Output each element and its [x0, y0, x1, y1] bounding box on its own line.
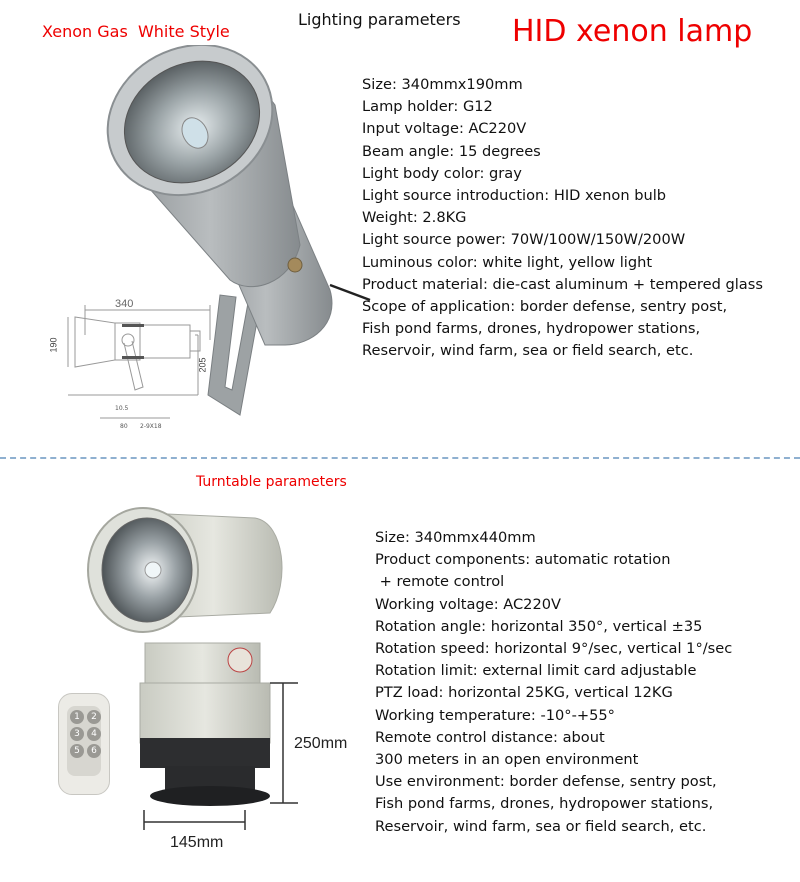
style-tag: Xenon Gas White Style — [42, 22, 230, 41]
remote-button-2: 2 — [87, 710, 101, 724]
spec-remote-distance-cont: 300 meters in an open environment — [375, 751, 639, 769]
spec-rotation-limit: Rotation limit: external limit card adjustable — [375, 662, 697, 680]
spec-luminous-color: Luminous color: white light, yellow light — [362, 253, 653, 271]
lighting-section-label: Lighting parameters — [298, 10, 461, 29]
turntable-spec-list — [375, 527, 732, 838]
remote-button-6: 6 — [87, 744, 101, 758]
spec-remote-distance: Remote control distance: about — [375, 728, 605, 746]
spec-input-voltage: Input voltage: AC220V — [362, 120, 527, 138]
turntable-section-label: Turntable parameters — [196, 474, 347, 490]
spec-working-voltage: Working voltage: AC220V — [375, 595, 561, 613]
spec-material: Product material: die-cast aluminum + tempered glass — [362, 275, 763, 293]
spec-scope-cont-2: Reservoir, wind farm, sea or field search, etc. — [362, 342, 694, 360]
spec-power: Light source power: 70W/100W/150W/200W — [362, 231, 686, 249]
spec-rotation-speed: Rotation speed: horizontal 9°/sec, vertical 1°/sec — [375, 640, 733, 658]
dimension-lines — [140, 680, 310, 830]
spec-light-source: Light source introduction: HID xenon bulb — [362, 187, 667, 205]
spec-lamp-holder: Lamp holder: G12 — [362, 98, 493, 116]
width-dimension-label: 145mm — [170, 834, 224, 851]
spec-weight: Weight: 2.8KG — [362, 209, 467, 227]
height-dimension-label: 250mm — [294, 735, 348, 752]
spec-beam-angle: Beam angle: 15 degrees — [362, 142, 541, 160]
spec-size: Size: 340mmx440mm — [375, 529, 536, 546]
remote-button-1: 1 — [70, 710, 84, 724]
drawing-bracket-label-3: 2-9X18 — [140, 423, 162, 430]
spec-rotation-angle: Rotation angle: horizontal 350°, vertical ±35 — [375, 617, 703, 635]
spec-working-temperature: Working temperature: -10°-+55° — [375, 706, 615, 724]
spec-components: Product components: automatic rotation — [375, 551, 671, 569]
drawing-bracket-label-2: 80 — [120, 423, 128, 430]
spec-components-cont: + remote control — [375, 573, 505, 591]
spec-size: Size: 340mmx190mm — [362, 76, 523, 93]
remote-button-3: 3 — [70, 727, 84, 741]
remote-button-4: 4 — [87, 727, 101, 741]
spec-scope: Scope of application: border defense, sentry post, — [362, 298, 728, 316]
remote-control — [58, 693, 110, 795]
drawing-height-label: 190 — [48, 337, 59, 353]
drawing-bracket-label-1: 10.5 — [115, 405, 129, 412]
spec-body-color: Light body color: gray — [362, 164, 522, 182]
section-divider — [0, 457, 800, 459]
drawing-width-label: 340 — [115, 298, 134, 310]
spec-use-environment: Use environment: border defense, sentry post, — [375, 773, 717, 791]
page-title: HID xenon lamp — [512, 14, 753, 49]
spec-ptz-load: PTZ load: horizontal 25KG, vertical 12KG — [375, 684, 673, 702]
spec-use-environment-cont-2: Reservoir, wind farm, sea or field search, etc. — [375, 817, 707, 835]
spec-scope-cont-1: Fish pond farms, drones, hydropower stations, — [362, 320, 701, 338]
technical-drawing — [40, 295, 220, 435]
lighting-spec-list — [362, 74, 763, 363]
spec-use-environment-cont-1: Fish pond farms, drones, hydropower stations, — [375, 795, 714, 813]
drawing-total-height-label: 205 — [197, 357, 208, 373]
remote-button-5: 5 — [70, 744, 84, 758]
